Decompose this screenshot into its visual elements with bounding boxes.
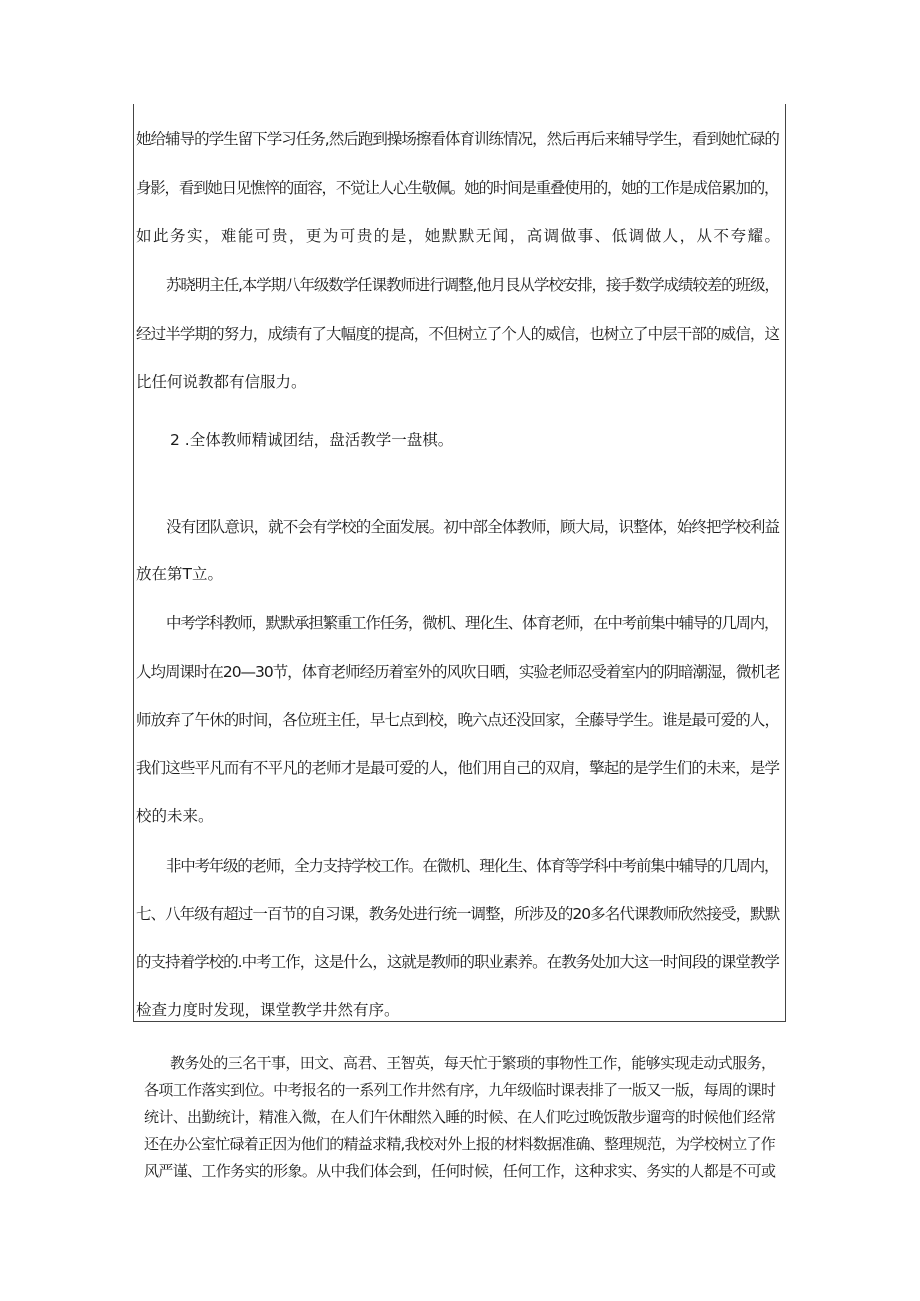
- text-line: 教务处的三名干事，田文、高君、王智英，每天忙于繁琐的事物性工作，能够实现走动式服务，: [170, 1054, 776, 1072]
- text-line: 苏晓明主任,本学期八年级数学任课教师进行调整,他月艮从学校安排，接手数学成绩较差的班级，: [166, 276, 779, 294]
- text-line: 身影，看到她日见憔悴的面容，不觉让人心生敬佩。她的时间是重叠使用的，她的工作是成倍累加的，: [136, 179, 779, 197]
- text-line: 非中考年级的老师，全力支持学校工作。在微机、理化生、体育等学科中考前集中辅导的几周内，: [166, 857, 779, 875]
- text-line: 经过半学期的努力，成绩有了大幅度的提高，不但树立了个人的威信，也树立了中层干部的威信，这: [136, 325, 780, 343]
- text-line: 风严谨、工作务实的形象。从中我们体会到，任何时候，任何工作，这种求实、务实的人都是不可或: [144, 1162, 776, 1180]
- text-line: 统计、出勤统计，精准入微，在人们午休酣然入睡的时候、在人们吃过晚饭散步遛弯的时候他们经常: [144, 1108, 776, 1126]
- text-line: 的支持着学校的.中考工作，这是什么，这就是教师的职业素养。在教务处加大这一时间段的课堂教学: [136, 953, 779, 971]
- text-line: 中考学科教师，默默承担繁重工作任务，微机、理化生、体育老师，在中考前集中辅导的几周内，: [166, 614, 779, 632]
- text-line: 我们这些平凡而有不平凡的老师才是最可爱的人，他们用自己的双肩，擎起的是学生们的未来，是学: [136, 759, 780, 777]
- text-line: 各项工作落实到位。中考报名的一系列工作井然有序，九年级临时课表排了一版又一版，每周的课时: [144, 1081, 776, 1099]
- text-line: 七、八年级有超过一百节的自习课，教务处进行统一调整，所涉及的20多名代课教师欣然接受，默默: [136, 905, 780, 923]
- section-heading: 2 .全体教师精诚团结，盘活教学一盘棋。: [170, 431, 454, 449]
- text-line: 她给辅导的学生留下学习任务,然后跑到操场擦看体育训练情况，然后再后来辅导学生，看到她忙碌的: [136, 130, 779, 148]
- text-line: 校的未来。: [136, 807, 214, 825]
- text-line: 如此务实，难能可贵，更为可贵的是，她默默无闻，高调做事、低调做人，从不夸耀。: [136, 227, 782, 245]
- text-line: 人均周课时在20—30节，体育老师经历着室外的风吹日晒，实验老师忍受着室内的阴暗潮湿，微机老: [136, 663, 780, 681]
- text-line: 放在第T立。: [136, 565, 223, 583]
- text-line: 没有团队意识，就不会有学校的全面发展。初中部全体教师，顾大局，识整体，始终把学校利益: [166, 518, 780, 536]
- text-line: 师放弃了午休的时间，各位班主任，早七点到校，晚六点还没回家，全藤导学生。谁是最可爱的人，: [136, 711, 780, 729]
- text-line: 还在办公室忙碌着正因为他们的精益求精,我校对外上报的材料数据准确、整理规范，为学校树立了作: [144, 1135, 776, 1153]
- text-line: 检查力度时发现，课堂教学井然有序。: [136, 1001, 400, 1019]
- text-line: 比任何说教都有信服力。: [136, 373, 307, 391]
